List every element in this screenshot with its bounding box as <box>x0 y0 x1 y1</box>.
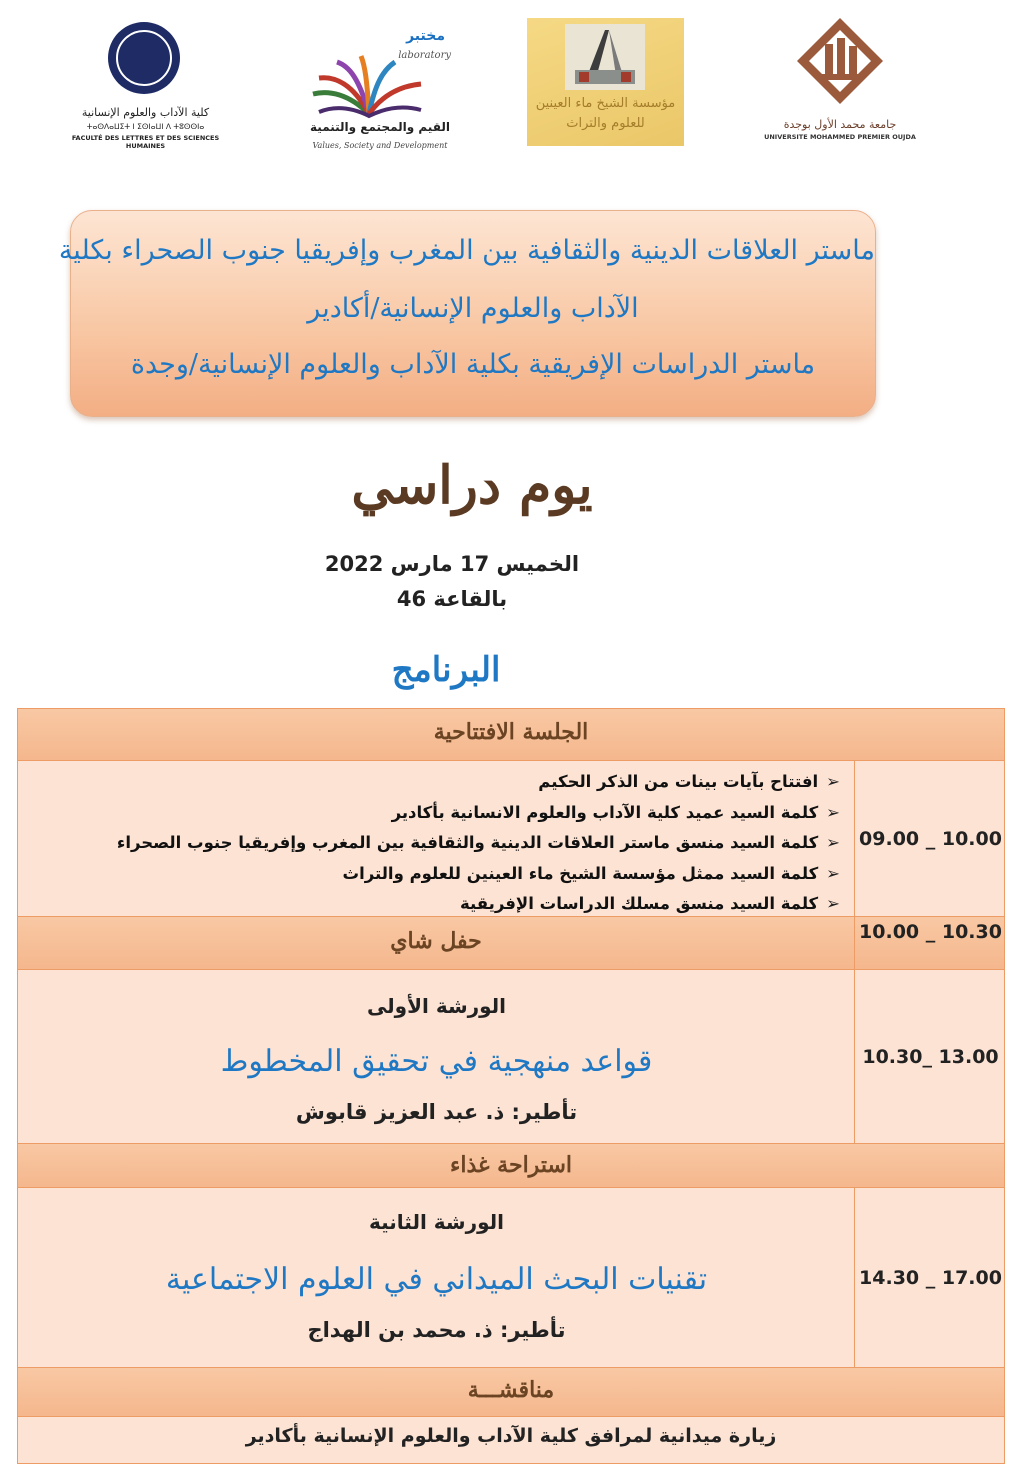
opening-session-row <box>17 760 1005 917</box>
opening-items-list <box>117 767 840 920</box>
building-icon <box>565 24 645 90</box>
lunch-break-label: استراحة غذاء <box>450 1152 572 1178</box>
arrow-bullet-icon: ➢ <box>826 833 840 852</box>
laboratory-logo <box>305 28 455 156</box>
workshop-1-label: الورشة الأولى <box>366 994 507 1018</box>
workshop-1-time: 10.30_ 13.00 <box>862 1045 999 1068</box>
faculty-logo <box>68 18 223 148</box>
workshop-1-lead: تأطير: ذ. عبد العزيز قابوش <box>295 1100 578 1124</box>
open-book-icon <box>309 54 429 120</box>
opening-session-time: 09.00 _ 10.00 <box>859 827 1002 850</box>
faculty-arabic-name: كلية الآداب والعلوم الإنسانية <box>81 106 210 119</box>
event-room: بالقاعة 46 <box>396 587 508 611</box>
workshop-1-topic: قواعد منهجية في تحقيق المخطوط <box>220 1044 653 1079</box>
list-item <box>117 828 840 859</box>
title-line-2: الآداب والعلوم الإنسانية/أكادير <box>307 293 639 324</box>
foundation-name-line1: مؤسسة الشيخ ماء العينين <box>535 96 676 111</box>
workshop-1-row <box>17 969 1005 1144</box>
event-date: الخميس 17 مارس 2022 <box>324 552 580 576</box>
foundation-name-line2: للعلوم والتراث <box>566 116 645 131</box>
program-title: البرنامج <box>391 650 501 690</box>
lab-english-name: Values, Society and Development <box>312 141 448 150</box>
faculty-tifinagh-name: ⵜⴰⵙⴷⴰⵡⵉⵜ ⵏ ⵉⵙⵏⴰⵡⵏ ⴷ ⵜⵓⵙⵙⵏⴰ <box>86 122 205 131</box>
tea-break-time: 10.00 _ 10.30 <box>859 921 1002 943</box>
discussion-row <box>17 1367 1005 1417</box>
field-visit-row <box>17 1416 1005 1464</box>
tea-break-row <box>17 916 1005 970</box>
title-line-1: ماستر العلاقات الدينية والثقافية بين المغرب وإفريقيا جنوب الصحراء بكلية <box>58 235 875 266</box>
faculty-french-name: FACULTÉ DES LETTRES ET DES SCIENCES HUMAINES <box>71 134 220 150</box>
workshop-2-topic: تقنيات البحث الميداني في العلوم الاجتماعية <box>165 1262 708 1297</box>
tea-break-label: حفل شاي <box>390 928 482 954</box>
workshop-2-lead: تأطير: ذ. محمد بن الهداج <box>307 1318 566 1342</box>
list-item <box>117 798 840 829</box>
title-line-3: ماستر الدراسات الإفريقية بكلية الآداب والعلوم الإنسانية/وجدة <box>130 349 816 380</box>
university-logo <box>760 10 920 150</box>
lunch-break-row <box>17 1143 1005 1188</box>
opening-session-items-cell <box>18 761 855 916</box>
list-item-text: كلمة السيد عميد كلية الآداب والعلوم الانسانية بأكادير <box>391 802 819 822</box>
university-arabic-name: جامعة محمد الأول بوجدة <box>783 118 897 131</box>
list-item-text: كلمة السيد منسق مسلك الدراسات الإفريقية <box>460 894 819 913</box>
workshop-2-label: الورشة الثانية <box>368 1210 505 1234</box>
list-item-text: كلمة السيد ممثل مؤسسة الشيخ ماء العينين للعلوم والتراث <box>342 863 819 883</box>
workshop-2-row <box>17 1187 1005 1368</box>
list-item-text: افتتاح بآيات بينات من الذكر الحكيم <box>538 772 819 791</box>
university-emblem-icon <box>795 16 885 106</box>
faculty-seal-icon <box>108 22 180 94</box>
list-item-text: كلمة السيد منسق ماستر العلاقات الدينية والثقافية بين المغرب وإفريقيا جنوب الصحراء <box>116 833 819 852</box>
university-french-name: UNIVERSITE MOHAMMED PREMIER OUJDA <box>764 133 916 141</box>
foundation-logo <box>527 18 684 146</box>
workshop-2-time: 14.30 _ 17.00 <box>859 1266 1002 1289</box>
list-item <box>117 767 840 798</box>
discussion-label: مناقشـــة <box>467 1377 555 1403</box>
arrow-bullet-icon: ➢ <box>826 772 840 791</box>
arrow-bullet-icon: ➢ <box>826 802 840 822</box>
arrow-bullet-icon: ➢ <box>826 863 840 883</box>
lab-arabic-title: مختبر <box>406 28 445 44</box>
lab-english-title: laboratory <box>398 50 451 61</box>
opening-session-header: الجلسة الافتتاحية <box>433 719 589 745</box>
masters-title-box <box>58 210 876 417</box>
field-visit-label: زيارة ميدانية لمرافق كلية الآداب والعلوم الإنسانية بأكادير <box>245 1425 777 1447</box>
opening-session-header-row <box>17 708 1005 761</box>
foundation-name <box>527 94 684 134</box>
lab-arabic-name: القيم والمجتمع والتنمية <box>310 120 450 134</box>
list-item <box>117 889 840 920</box>
arrow-bullet-icon: ➢ <box>826 894 840 913</box>
list-item <box>117 859 840 890</box>
event-title: يوم دراسي <box>351 455 593 516</box>
